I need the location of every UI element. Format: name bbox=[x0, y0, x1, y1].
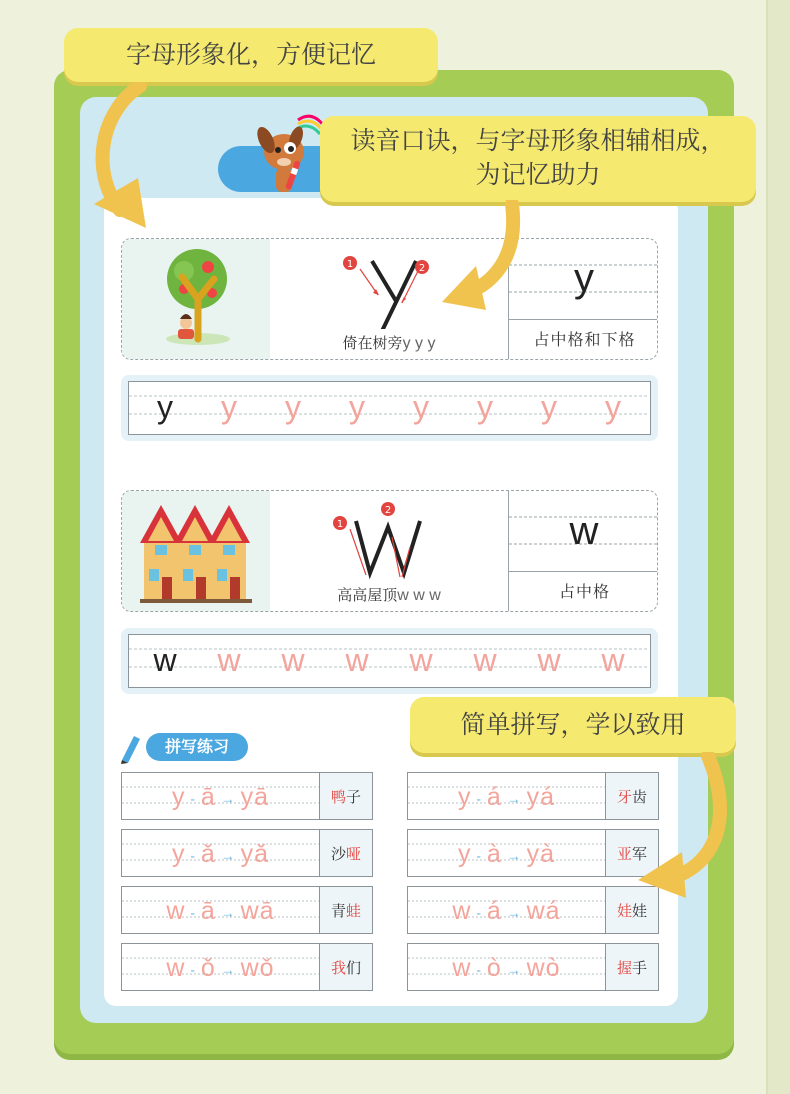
pinyin-formula bbox=[408, 773, 605, 821]
word-char: 齿 bbox=[632, 787, 648, 806]
arrow-icon: → bbox=[501, 904, 527, 921]
syllable: wǒ bbox=[240, 954, 275, 982]
letter-demo-w bbox=[270, 491, 508, 611]
word-char: 们 bbox=[346, 958, 362, 977]
callout-shape: 字母形象化，方便记忆 bbox=[64, 28, 438, 82]
word-char-highlight: 鸭 bbox=[330, 787, 346, 806]
word-char: 青 bbox=[330, 901, 346, 920]
spelling-item bbox=[407, 886, 659, 934]
word-char: 手 bbox=[632, 958, 648, 977]
syllable: yà bbox=[526, 840, 556, 868]
word-char-highlight: 牙 bbox=[616, 787, 632, 806]
arrow-icon: → bbox=[501, 961, 527, 978]
stroke-number-text: 2 bbox=[384, 505, 392, 516]
word-char: 沙 bbox=[330, 844, 346, 863]
dog-mascot-icon bbox=[250, 112, 330, 194]
spelling-item bbox=[121, 829, 373, 877]
syllable: wò bbox=[526, 954, 561, 982]
word-char: 娃 bbox=[632, 901, 648, 920]
rule-label: 占中格和下格 bbox=[533, 330, 636, 349]
word-char-highlight: 握 bbox=[616, 958, 632, 977]
syllable: wā bbox=[240, 897, 275, 925]
houses-picture bbox=[122, 491, 270, 611]
pinyin-formula bbox=[122, 887, 319, 935]
final: ò bbox=[486, 954, 502, 982]
pinyin-formula bbox=[408, 830, 605, 878]
word-char-highlight: 亚 bbox=[616, 844, 632, 863]
arrow-icon: → bbox=[501, 847, 527, 864]
trace-letter: w bbox=[601, 642, 625, 678]
page-edge bbox=[766, 0, 790, 1094]
copy-lines bbox=[129, 382, 649, 434]
copy-row-w bbox=[121, 628, 658, 694]
trace-letter: w bbox=[409, 642, 433, 678]
houses-icon bbox=[122, 491, 270, 611]
rule-label: 占中格 bbox=[558, 582, 610, 601]
example-word bbox=[319, 773, 372, 819]
final: ǎ bbox=[200, 840, 216, 868]
stroke-number-text: 1 bbox=[346, 259, 354, 270]
sample-letter: y bbox=[157, 389, 173, 425]
trace-letter: y bbox=[605, 389, 621, 425]
initial: y bbox=[171, 840, 186, 868]
initial: y bbox=[457, 840, 472, 868]
copy-row-y bbox=[121, 375, 658, 441]
trace-letter: y bbox=[413, 389, 429, 425]
dash: - bbox=[471, 961, 487, 978]
pinyin-formula bbox=[122, 773, 319, 821]
spelling-title: 拼写练习 bbox=[146, 733, 248, 761]
dash: - bbox=[185, 904, 201, 921]
word-char: 子 bbox=[346, 787, 362, 806]
curved-arrow-icon bbox=[440, 200, 530, 310]
trace-letter: w bbox=[281, 642, 305, 678]
syllable: yǎ bbox=[240, 840, 270, 868]
pinyin-formula bbox=[408, 944, 605, 992]
sample-letter: w bbox=[153, 642, 177, 678]
syllable: yā bbox=[240, 783, 270, 811]
stroke-number-text: 2 bbox=[418, 263, 426, 274]
trace-letter: y bbox=[221, 389, 237, 425]
spelling-item bbox=[407, 829, 659, 877]
spelling-item bbox=[121, 886, 373, 934]
syllable: wá bbox=[526, 897, 561, 925]
spelling-item bbox=[121, 772, 373, 820]
arrow-icon: → bbox=[501, 790, 527, 807]
callout-rhyme bbox=[320, 116, 756, 202]
pinyin-formula bbox=[122, 830, 319, 878]
arrow-icon: → bbox=[215, 961, 241, 978]
tree-icon bbox=[122, 239, 270, 359]
final: à bbox=[486, 840, 502, 868]
letter-card-w bbox=[121, 490, 658, 612]
trace-letter: y bbox=[285, 389, 301, 425]
word-char-highlight: 我 bbox=[330, 958, 346, 977]
letter-card-y bbox=[121, 238, 658, 360]
example-word bbox=[319, 830, 372, 876]
curved-arrow-icon bbox=[636, 752, 736, 902]
spelling-item bbox=[407, 943, 659, 991]
trace-letter: w bbox=[537, 642, 561, 678]
dash: - bbox=[471, 790, 487, 807]
syllable: yá bbox=[526, 783, 556, 811]
final: á bbox=[486, 897, 502, 925]
final: ā bbox=[200, 897, 216, 925]
dash: - bbox=[471, 847, 487, 864]
rhyme-y: 倚在树旁y y y bbox=[342, 334, 436, 352]
writing-rule-y bbox=[508, 239, 658, 359]
trace-letter: w bbox=[473, 642, 497, 678]
arrow-icon: → bbox=[215, 904, 241, 921]
copy-lines bbox=[129, 635, 649, 687]
initial: y bbox=[457, 783, 472, 811]
example-word bbox=[319, 887, 372, 933]
spelling-item bbox=[121, 943, 373, 991]
initial: w bbox=[452, 897, 472, 925]
curved-arrow-icon bbox=[80, 82, 160, 232]
trace-letter: w bbox=[217, 642, 241, 678]
word-char-highlight: 哑 bbox=[346, 844, 362, 863]
initial: y bbox=[171, 783, 186, 811]
arrow-icon: → bbox=[215, 790, 241, 807]
callout-spell: 简单拼写，学以致用 bbox=[410, 697, 736, 753]
final: á bbox=[486, 783, 502, 811]
writing-rule-w bbox=[508, 491, 658, 611]
word-char-highlight: 蛙 bbox=[346, 901, 362, 920]
trace-letter: w bbox=[345, 642, 369, 678]
callout-rhyme-line2: 为记忆助力 bbox=[475, 160, 601, 189]
rule-letter: y bbox=[574, 256, 594, 300]
trace-letter: y bbox=[541, 389, 557, 425]
arrow-icon: → bbox=[215, 847, 241, 864]
final: ǒ bbox=[200, 954, 216, 982]
callout-rhyme-line1: 读音口诀，与字母形象相辅相成， bbox=[350, 126, 726, 155]
rule-letter: w bbox=[569, 509, 599, 553]
dash: - bbox=[185, 790, 201, 807]
initial: w bbox=[452, 954, 472, 982]
trace-letter: y bbox=[349, 389, 365, 425]
rhyme-w: 高高屋顶w w w bbox=[337, 586, 441, 604]
dash: - bbox=[185, 961, 201, 978]
initial: w bbox=[166, 954, 186, 982]
trace-letter: y bbox=[477, 389, 493, 425]
word-char: 军 bbox=[632, 844, 648, 863]
spelling-item bbox=[407, 772, 659, 820]
initial: w bbox=[166, 897, 186, 925]
word-char-highlight: 娃 bbox=[616, 901, 632, 920]
example-word bbox=[605, 944, 658, 990]
dash: - bbox=[185, 847, 201, 864]
tree-picture bbox=[122, 239, 270, 359]
dash: - bbox=[471, 904, 487, 921]
final: ā bbox=[200, 783, 216, 811]
pinyin-formula bbox=[122, 944, 319, 992]
stroke-number-text: 1 bbox=[336, 519, 344, 530]
pinyin-formula bbox=[408, 887, 605, 935]
example-word bbox=[319, 944, 372, 990]
